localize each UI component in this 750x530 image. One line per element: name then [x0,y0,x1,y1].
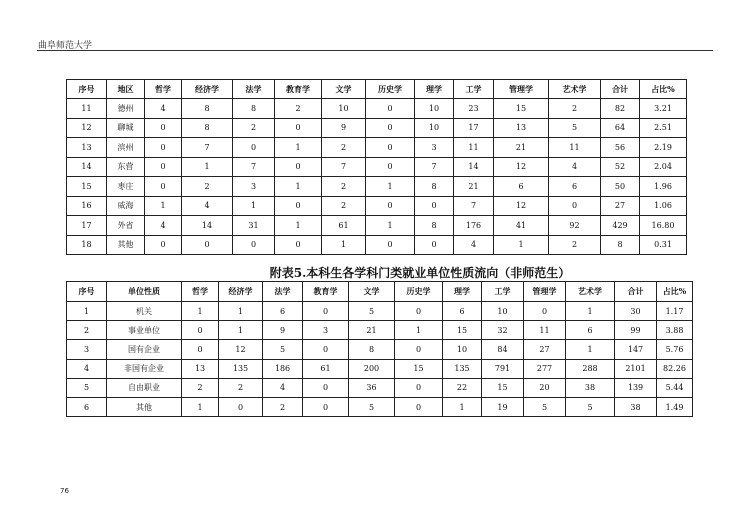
column-header: 教育学 [303,282,349,302]
table-cell: 5 [349,302,395,321]
table-row [67,157,687,177]
table-cell: 2 [322,177,366,197]
column-header: 文学 [349,282,395,302]
table-cell: 99 [615,321,657,340]
table-cell: 186 [263,359,303,378]
table-cell: 1 [494,235,549,255]
table-cell: 27 [601,196,640,216]
table-cell: 1 [366,177,415,197]
table-cell: 18 [67,235,107,255]
table-cell: 139 [615,378,657,397]
table-cell: 2 [219,378,263,397]
table-cell: 1 [145,196,182,216]
table-cell: 9 [322,118,366,138]
table-cell: 10 [415,118,454,138]
table-cell: 11 [454,138,494,158]
table-cell: 8 [233,99,275,119]
column-header: 教育学 [275,80,322,99]
table-cell: 36 [349,378,395,397]
column-header: 历史学 [395,282,443,302]
table-cell: 2.51 [640,118,687,138]
column-header: 工学 [454,80,494,99]
table-cell: 12 [67,118,107,138]
table-cell: 2 [322,196,366,216]
table-cell: 17 [67,216,107,236]
table-cell: 8 [415,177,454,197]
column-header: 经济学 [219,282,263,302]
table-cell: 8 [349,340,395,359]
table-cell: 0 [366,99,415,119]
table-cell: 22 [443,378,482,397]
column-header: 法学 [233,80,275,99]
table-cell: 11 [67,99,107,119]
table-cell: 50 [601,177,640,197]
table-cell: 200 [349,359,395,378]
table-row [67,378,693,397]
table-cell: 1 [566,302,615,321]
table-cell: 0 [549,196,601,216]
table-cell: 27 [524,340,566,359]
table-header-row [67,282,693,302]
table-cell: 0 [275,235,322,255]
table-row [67,321,693,340]
table-cell: 288 [566,359,615,378]
table-cell: 6 [549,177,601,197]
table-cell: 10 [415,99,454,119]
table-cell: 15 [67,177,107,197]
table-cell: 聊城 [107,118,145,138]
column-header: 哲学 [182,282,219,302]
table-cell: 5 [349,397,395,416]
table-cell: 6 [67,397,107,416]
table-cell: 4 [263,378,303,397]
table-row [67,99,687,119]
table-cell: 0 [275,196,322,216]
table-cell: 429 [601,216,640,236]
table-cell: 16 [67,196,107,216]
table-cell: 0.31 [640,235,687,255]
table-cell: 1 [219,321,263,340]
column-header: 单位性质 [107,282,182,302]
table-cell: 8 [415,216,454,236]
table-cell: 64 [601,118,640,138]
column-header: 工学 [482,282,524,302]
table-cell: 5 [524,397,566,416]
table-cell: 0 [145,138,182,158]
table-cell: 0 [182,340,219,359]
table-cell: 1.06 [640,196,687,216]
table-cell: 56 [601,138,640,158]
table-cell: 枣庄 [107,177,145,197]
table-cell: 31 [233,216,275,236]
table-cell: 6 [443,302,482,321]
column-header: 理学 [443,282,482,302]
table-cell: 非国有企业 [107,359,182,378]
table-cell: 2 [182,177,233,197]
table-cell: 20 [524,378,566,397]
table-cell: 23 [454,99,494,119]
table-cell: 21 [494,138,549,158]
table-cell: 0 [182,321,219,340]
table-cell: 2 [263,397,303,416]
table-cell: 0 [366,235,415,255]
table-cell: 0 [233,138,275,158]
table-cell: 30 [615,302,657,321]
column-header: 合计 [615,282,657,302]
table-cell: 0 [395,397,443,416]
table-cell: 0 [145,177,182,197]
table-cell: 0 [524,302,566,321]
table-cell: 135 [219,359,263,378]
table-cell: 2 [322,138,366,158]
table-cell: 0 [366,118,415,138]
table-cell: 12 [494,157,549,177]
table-cell: 92 [549,216,601,236]
table-cell: 3 [415,138,454,158]
column-header: 地区 [107,80,145,99]
table-cell: 0 [303,302,349,321]
table-cell: 1 [219,302,263,321]
table-cell: 3.88 [657,321,693,340]
table-cell: 4 [454,235,494,255]
table-cell: 7 [233,157,275,177]
table-cell: 61 [322,216,366,236]
table-cell: 威海 [107,196,145,216]
table-cell: 5.44 [657,378,693,397]
table-cell: 0 [303,397,349,416]
table-cell: 7 [415,157,454,177]
table-cell: 32 [482,321,524,340]
table-cell: 5 [566,397,615,416]
table-cell: 0 [219,397,263,416]
table-cell: 3 [303,321,349,340]
table-cell: 6 [263,302,303,321]
table-row [67,138,687,158]
table-cell: 1.17 [657,302,693,321]
table-cell: 0 [145,118,182,138]
table-cell: 1 [322,235,366,255]
column-header: 管理学 [524,282,566,302]
table-cell: 1 [275,138,322,158]
table-cell: 176 [454,216,494,236]
table-cell: 0 [366,157,415,177]
table-cell: 1 [566,340,615,359]
table-cell: 38 [566,378,615,397]
column-header: 占比% [657,282,693,302]
table-cell: 5.76 [657,340,693,359]
table-cell: 12 [219,340,263,359]
table-cell: 3.21 [640,99,687,119]
table-cell: 0 [233,235,275,255]
table-cell: 德州 [107,99,145,119]
column-header: 经济学 [182,80,233,99]
table-cell: 6 [566,321,615,340]
table-cell: 11 [549,138,601,158]
table-cell: 4 [145,99,182,119]
table-cell: 14 [182,216,233,236]
table-cell: 事业单位 [107,321,182,340]
table-cell: 机关 [107,302,182,321]
column-header: 艺术学 [566,282,615,302]
table-cell: 0 [303,378,349,397]
table-cell: 0 [395,302,443,321]
table-row [67,359,693,378]
table-cell: 14 [454,157,494,177]
table-cell: 10 [482,302,524,321]
table-cell: 7 [322,157,366,177]
table-cell: 11 [524,321,566,340]
table-cell: 147 [615,340,657,359]
column-header: 理学 [415,80,454,99]
table-cell: 9 [263,321,303,340]
table-cell: 3 [67,340,107,359]
table-cell: 4 [182,196,233,216]
column-header: 历史学 [366,80,415,99]
table-row [67,118,687,138]
table-title: 附表5.本科生各学科门类就业单位性质流向（非师范生） [269,266,571,280]
table-cell: 0 [366,196,415,216]
table-cell: 15 [494,99,549,119]
table-cell: 21 [349,321,395,340]
column-header: 序号 [67,80,107,99]
table-cell: 0 [275,118,322,138]
table-cell: 2 [67,321,107,340]
table-cell: 1 [275,177,322,197]
table-cell: 17 [454,118,494,138]
table-cell: 38 [615,397,657,416]
table-row [67,302,693,321]
table-cell: 1 [182,397,219,416]
table-cell: 1.49 [657,397,693,416]
table-cell: 10 [443,340,482,359]
table-cell: 1 [366,216,415,236]
table-cell: 4 [145,216,182,236]
table-row [67,235,687,255]
table-cell: 61 [303,359,349,378]
table-cell: 外省 [107,216,145,236]
table-cell: 7 [182,138,233,158]
running-header: 曲阜师范大学 [38,41,93,51]
table-cell: 4 [67,359,107,378]
table-cell: 2 [182,378,219,397]
table-row [67,177,687,197]
table-cell: 滨州 [107,138,145,158]
table-cell: 东营 [107,157,145,177]
table-cell: 3 [233,177,275,197]
table-cell: 13 [494,118,549,138]
table-cell: 82.26 [657,359,693,378]
table-cell: 1 [395,321,443,340]
table-cell: 6 [494,177,549,197]
table-cell: 2 [275,99,322,119]
table-cell: 0 [145,157,182,177]
table-cell: 10 [322,99,366,119]
table-cell: 8 [182,118,233,138]
table-cell: 1 [67,302,107,321]
table-row [67,216,687,236]
table-cell: 0 [182,235,233,255]
table-cell: 277 [524,359,566,378]
table-cell: 其他 [107,235,145,255]
table-cell: 2.19 [640,138,687,158]
table-row [67,397,693,416]
table-cell: 2 [549,235,601,255]
table-cell: 15 [482,378,524,397]
table-cell: 52 [601,157,640,177]
table-cell: 135 [443,359,482,378]
regional-employment-table [66,79,687,255]
table-cell: 0 [145,235,182,255]
table-cell: 1.96 [640,177,687,197]
table-cell: 0 [303,340,349,359]
table-cell: 1 [233,196,275,216]
header-rule [37,50,713,51]
table-header-row [67,80,687,99]
table-cell: 5 [549,118,601,138]
table-cell: 1 [182,302,219,321]
table-cell: 0 [395,340,443,359]
table-cell: 15 [395,359,443,378]
table-cell: 0 [366,138,415,158]
table-cell: 1 [275,216,322,236]
table-cell: 15 [443,321,482,340]
table-cell: 791 [482,359,524,378]
table-cell: 41 [494,216,549,236]
table-cell: 2 [549,99,601,119]
table-cell: 2.04 [640,157,687,177]
table-cell: 5 [67,378,107,397]
table-cell: 2 [233,118,275,138]
table-cell: 1 [443,397,482,416]
table-cell: 0 [415,235,454,255]
table-cell: 8 [601,235,640,255]
table-cell: 0 [275,157,322,177]
column-header: 管理学 [494,80,549,99]
table-cell: 8 [182,99,233,119]
table-cell: 82 [601,99,640,119]
table-row [67,196,687,216]
table-cell: 0 [395,378,443,397]
table-cell: 国有企业 [107,340,182,359]
table-cell: 13 [67,138,107,158]
table-cell: 14 [67,157,107,177]
column-header: 法学 [263,282,303,302]
column-header: 艺术学 [549,80,601,99]
table-cell: 1 [182,157,233,177]
table-cell: 13 [182,359,219,378]
table-cell: 84 [482,340,524,359]
table-cell: 5 [263,340,303,359]
table-cell: 其他 [107,397,182,416]
table-cell: 16.80 [640,216,687,236]
column-header: 合计 [601,80,640,99]
table-cell: 4 [549,157,601,177]
table-cell: 12 [494,196,549,216]
table-cell: 2101 [615,359,657,378]
table-cell: 自由职业 [107,378,182,397]
column-header: 序号 [67,282,107,302]
page-number: 76 [60,487,69,495]
column-header: 占比% [640,80,687,99]
unit-nature-table [66,281,693,417]
table-cell: 7 [454,196,494,216]
table-row [67,340,693,359]
column-header: 文学 [322,80,366,99]
table-cell: 0 [415,196,454,216]
column-header: 哲学 [145,80,182,99]
table-cell: 21 [454,177,494,197]
table-cell: 19 [482,397,524,416]
